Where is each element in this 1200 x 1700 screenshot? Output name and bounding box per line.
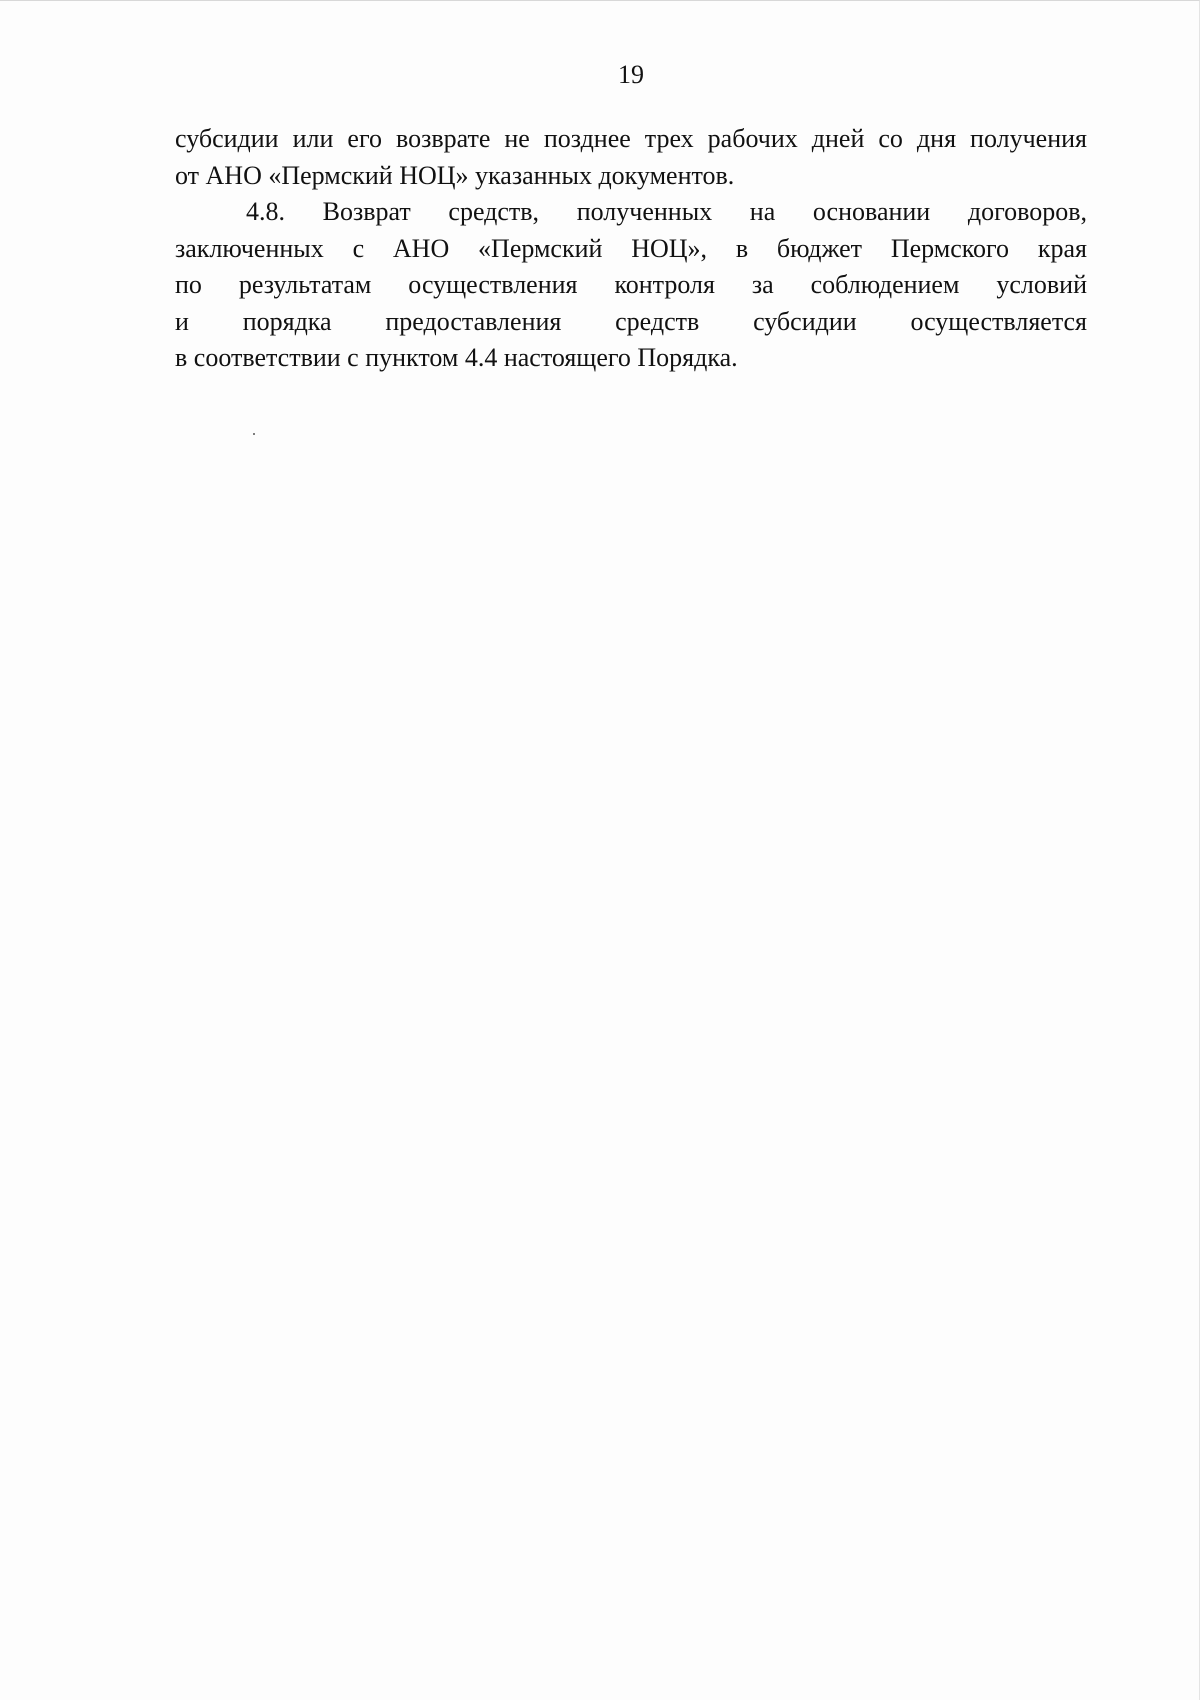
text-line: от АНО «Пермский НОЦ» указанных документов. — [175, 160, 735, 190]
paragraph-4-8 — [175, 194, 1087, 377]
text-line: 4.8. Возврат средств, полученных на основании договоров, — [246, 197, 1087, 226]
body-text — [175, 121, 1087, 377]
page-number: 19 — [618, 60, 644, 89]
text-line: субсидии или его возврате не позднее трех рабочих дней со дня получения — [175, 124, 1087, 153]
text-line: по результатам осуществления контроля за соблюдением условий — [175, 270, 1087, 299]
paragraph-continuation — [175, 121, 1087, 194]
scan-speck — [253, 433, 255, 435]
text-line: заключенных с АНО «Пермский НОЦ», в бюджет Пермского края — [175, 233, 1087, 263]
text-line: в соответствии с пунктом 4.4 настоящего Порядка. — [175, 343, 738, 372]
text-line: и порядка предоставления средств субсидии осуществляется — [175, 306, 1087, 336]
